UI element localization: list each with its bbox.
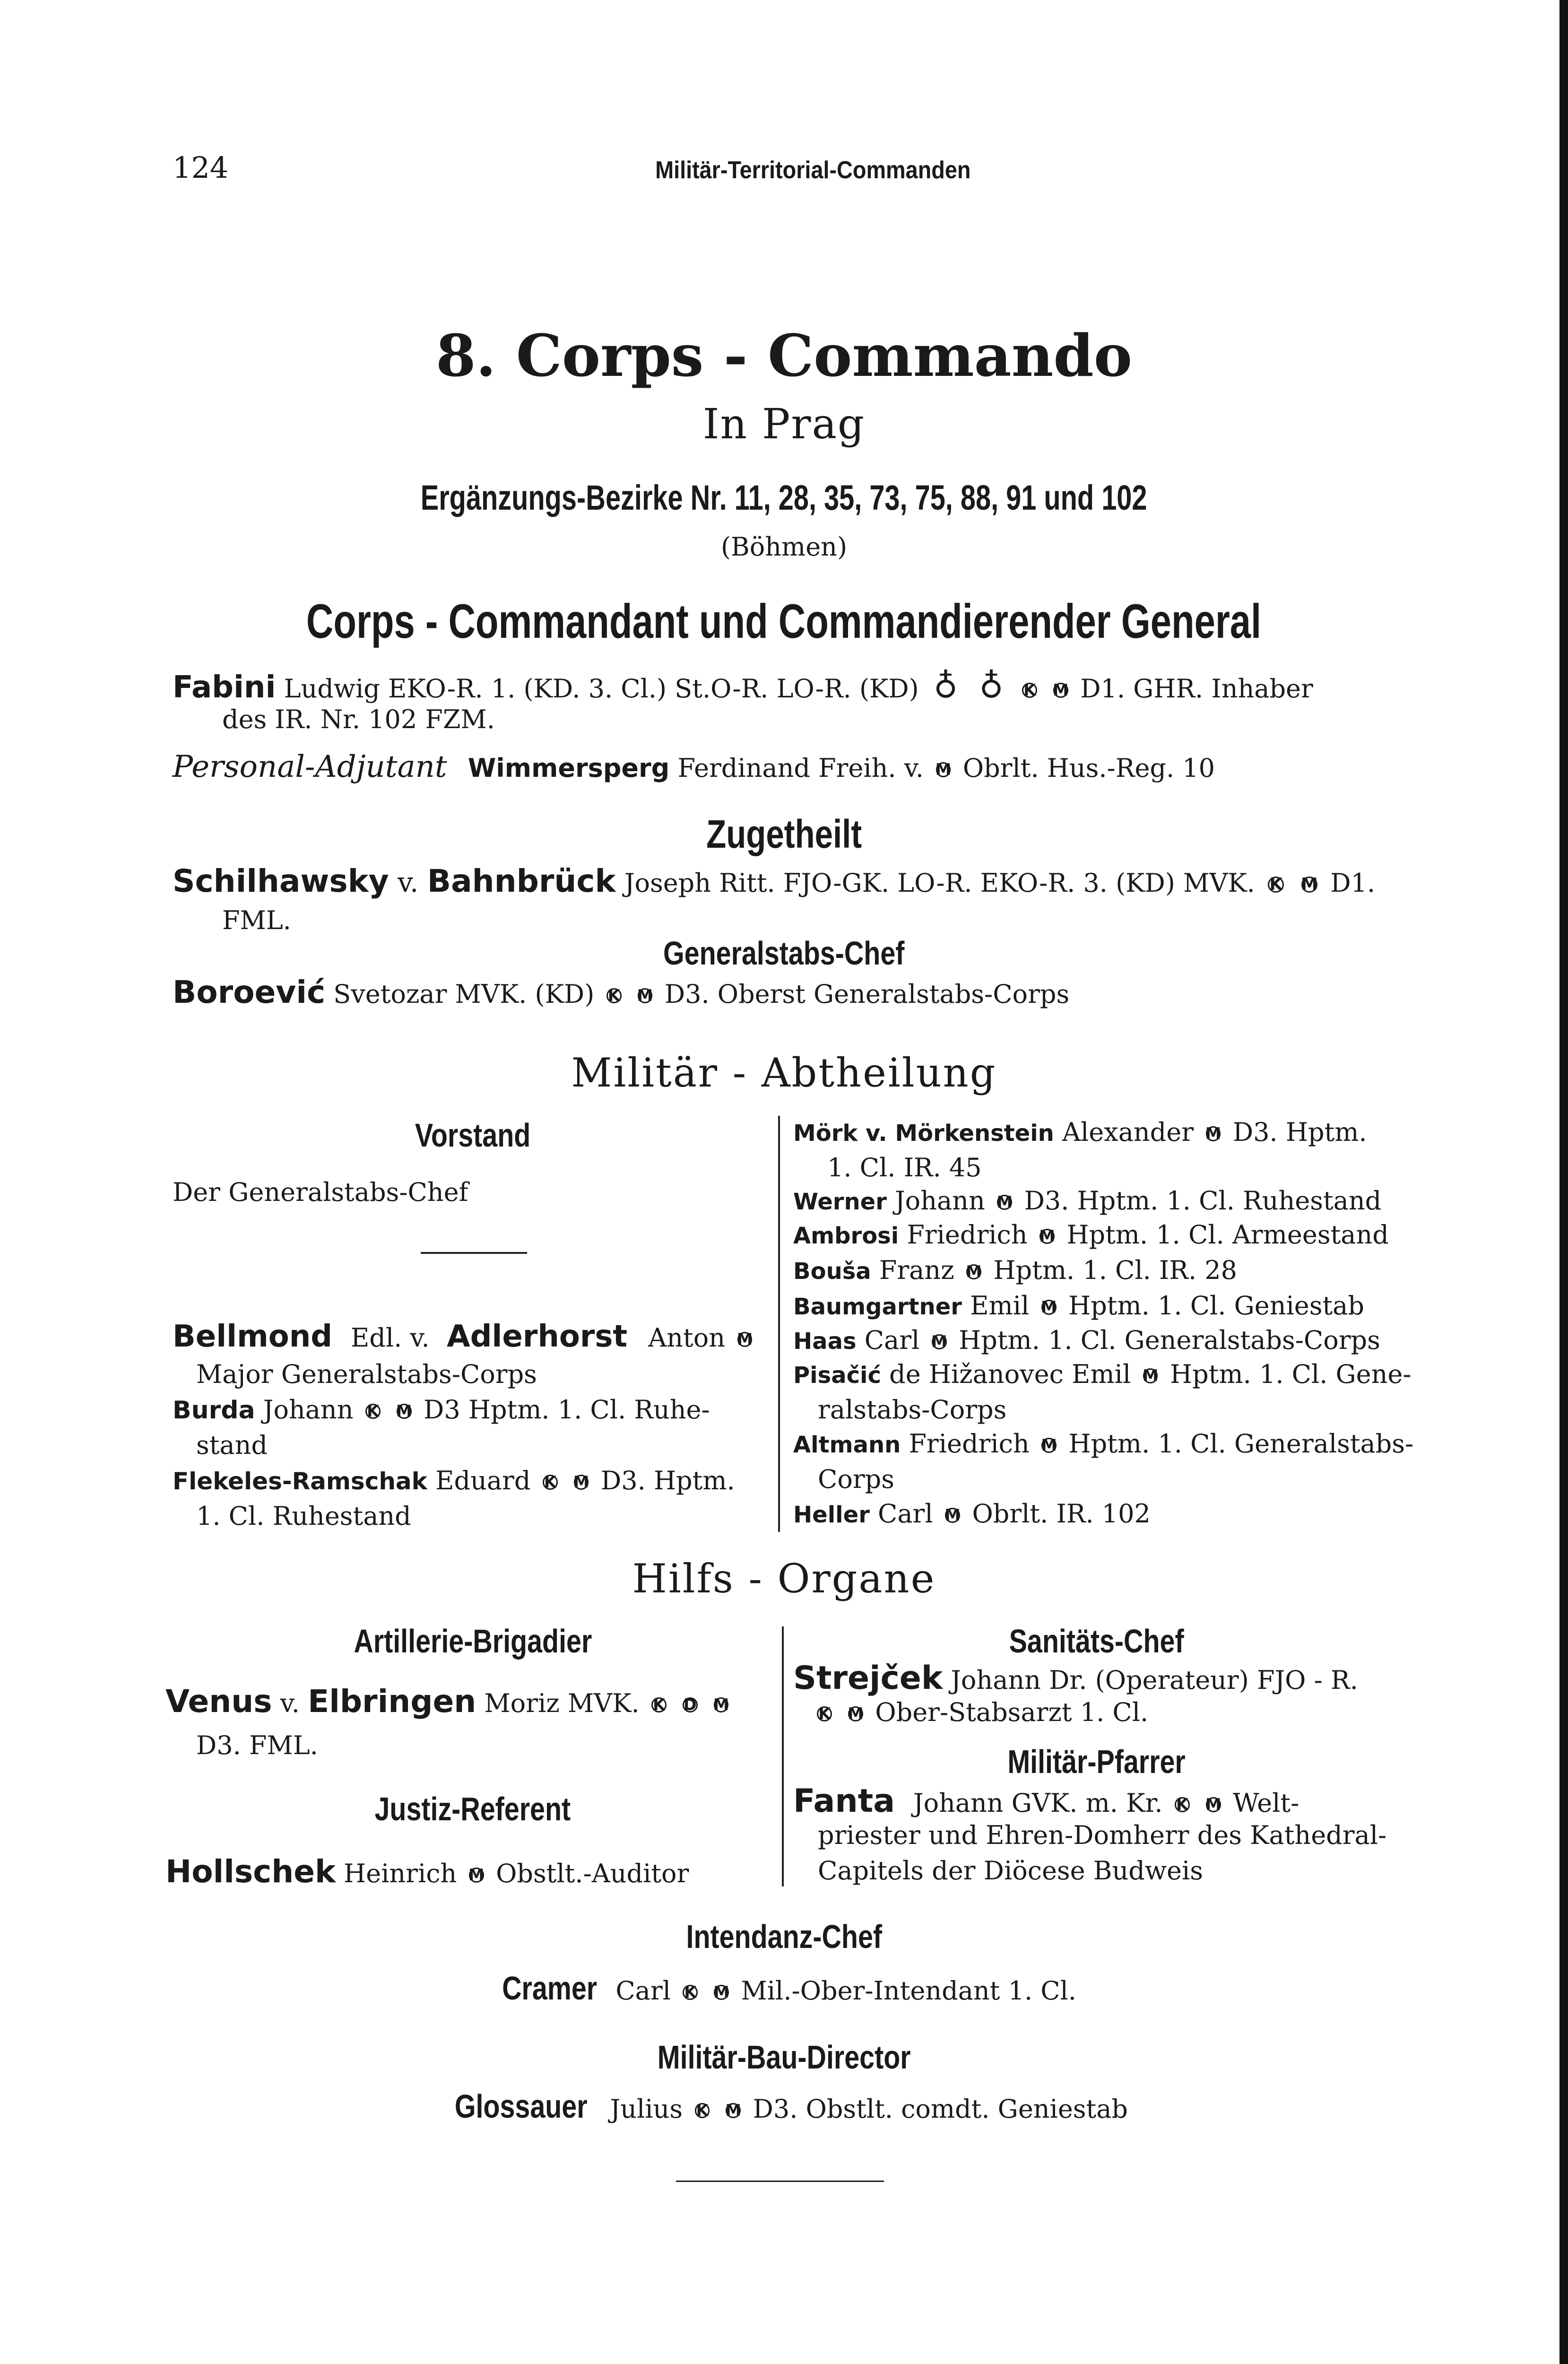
person-name: Bellmond	[173, 1319, 333, 1354]
person-name: Heller	[793, 1502, 870, 1528]
column-divider	[778, 1116, 780, 1532]
k-badge-icon: K	[1268, 877, 1284, 893]
m-badge-icon: M	[1041, 1297, 1057, 1316]
m-badge-icon: M	[848, 1704, 864, 1723]
staff-entry: Burda Johann K M D3 Hptm. 1. Cl. Ruhe-	[173, 1395, 710, 1425]
m-badge-icon: M	[1039, 1226, 1055, 1245]
m-badge-icon: M	[1205, 1795, 1221, 1814]
commander-heading: Corps - Commandant und Commandierender General	[306, 594, 1262, 648]
k-badge-icon: K	[606, 988, 622, 1003]
staff-entry: Ambrosi Friedrich M Hptm. 1. Cl. Armeestand	[793, 1220, 1389, 1250]
region-label: (Böhmen)	[720, 532, 848, 562]
districts-line: Ergänzungs-Bezirke Nr. 11, 28, 35, 73, 75, 88, 91 und 102	[421, 478, 1147, 517]
person-name: Glossauer	[454, 2088, 588, 2125]
k-badge-icon: K	[695, 2103, 710, 2118]
staff-entry: Heller Carl M Obrlt. IR. 102	[793, 1499, 1151, 1529]
artillery-heading: Artillerie-Brigadier	[354, 1623, 592, 1660]
m-badge-icon: M	[637, 986, 653, 1005]
commander-line2: des IR. Nr. 102 FZM.	[222, 704, 495, 734]
m-badge-icon: M	[713, 1695, 729, 1714]
person-name: Venus	[165, 1683, 272, 1720]
sanitary-heading: Sanitäts-Chef	[1009, 1623, 1184, 1660]
artillery-entry: Venus v. Elbringen Moriz MVK. K D M	[165, 1683, 729, 1720]
person-name: Strejček	[793, 1660, 943, 1697]
chief-of-staff-entry: Boroević Svetozar MVK. (KD) K M D3. Oberst Generalstabs-Corps	[173, 974, 1070, 1010]
m-badge-icon: M	[944, 1505, 961, 1524]
person-name: Altmann	[793, 1432, 901, 1458]
m-badge-icon: M	[935, 760, 952, 779]
person-name: Baumgartner	[793, 1294, 962, 1320]
staff-entry-line2: stand	[196, 1430, 268, 1460]
chaplain-entry-line3: Capitels der Diöcese Budweis	[818, 1856, 1203, 1886]
staff-entry: Mörk v. Mörkenstein Alexander M D3. Hptm.	[793, 1117, 1367, 1147]
chaplain-heading: Militär-Pfarrer	[1007, 1743, 1186, 1780]
justice-heading: Justiz-Referent	[374, 1790, 571, 1827]
short-divider	[421, 1252, 527, 1254]
page-number: 124	[173, 150, 229, 185]
build-director-heading: Militär-Bau-Director	[657, 2039, 911, 2076]
running-title: Militär-Territorial-Commanden	[655, 156, 971, 184]
k-badge-icon: K	[1022, 683, 1037, 698]
person-name: Hollschek	[165, 1853, 336, 1890]
m-badge-icon: M	[931, 1332, 947, 1351]
staff-entry-line2: 1. Cl. Ruhestand	[196, 1501, 411, 1531]
m-badge-icon: M	[1041, 1435, 1057, 1454]
intendance-entry: Cramer Carl K M Mil.-Ober-Intendant 1. Cl.	[502, 1970, 1076, 2007]
intendance-heading: Intendanz-Chef	[686, 1918, 882, 1955]
staff-entry: Haas Carl M Hptm. 1. Cl. Generalstabs-Corps	[793, 1325, 1380, 1355]
m-badge-icon: M	[966, 1262, 982, 1281]
build-director-entry: Glossauer Julius K M D3. Obstlt. comdt. Geniestab	[454, 2088, 1128, 2125]
staff-entry-line2: Major Generalstabs-Corps	[196, 1359, 537, 1389]
staff-entry-line2: Corps	[818, 1464, 894, 1494]
location-subtitle: In Prag	[702, 400, 866, 448]
end-divider	[676, 2181, 884, 2182]
k-badge-icon: K	[683, 1985, 698, 2000]
staff-entry-line2: ralstabs-Corps	[818, 1395, 1007, 1425]
k-badge-icon: K	[543, 1475, 558, 1490]
staff-entry: Bouša Franz M Hptm. 1. Cl. IR. 28	[793, 1255, 1237, 1285]
staff-entry: Pisačić de Hižanovec Emil M Hptm. 1. Cl. Gene-	[793, 1359, 1412, 1389]
page-title: 8. Corps - Commando	[435, 322, 1133, 390]
d-badge-icon: D	[683, 1695, 697, 1714]
aux-heading: Hilfs - Organe	[632, 1556, 936, 1602]
military-dept-heading: Militär - Abtheilung	[571, 1050, 997, 1096]
person-name: Fabini	[173, 670, 276, 705]
adjutant-entry: Personal-Adjutant Wimmersperg Ferdinand Freih. v. M Obrlt. Hus.-Reg. 10	[173, 749, 1215, 784]
medal-icon: ♁	[979, 667, 1004, 705]
m-badge-icon: M	[573, 1472, 589, 1491]
person-name: Mörk v. Mörkenstein	[793, 1120, 1054, 1147]
commander-entry: Fabini Ludwig EKO-R. 1. (KD. 3. Cl.) St.O-R. LO-R. (KD) ♁ ♁ K M D1. GHR. Inhaber	[173, 667, 1313, 705]
m-badge-icon: M	[1205, 1124, 1221, 1143]
staff-entry: Werner Johann M D3. Hptm. 1. Cl. Ruhestand	[793, 1186, 1382, 1216]
person-name: Burda	[173, 1396, 255, 1425]
staff-entry: Flekeles-Ramschak Eduard K M D3. Hptm.	[173, 1466, 735, 1495]
k-badge-icon: K	[1175, 1797, 1190, 1812]
k-badge-icon: K	[817, 1706, 832, 1721]
person-name: Pisačić	[793, 1362, 881, 1389]
k-badge-icon: K	[365, 1404, 381, 1419]
m-badge-icon: M	[713, 1982, 729, 2001]
person-name: Bouša	[793, 1258, 871, 1285]
staff-entry: Altmann Friedrich M Hptm. 1. Cl. Generalstabs-	[793, 1429, 1414, 1459]
m-badge-icon: M	[396, 1401, 412, 1420]
person-name: Ambrosi	[793, 1223, 899, 1249]
k-badge-icon: K	[651, 1697, 667, 1712]
m-badge-icon: M	[1053, 680, 1069, 699]
m-badge-icon: M	[996, 1192, 1013, 1211]
m-badge-icon: M	[725, 2101, 741, 2120]
column-divider	[782, 1626, 784, 1886]
order-cross-icon: ♁	[933, 667, 958, 705]
person-name: Haas	[793, 1328, 857, 1355]
chaplain-entry-line2: priester und Ehren-Domherr des Kathedral-	[818, 1820, 1387, 1850]
person-name: Boroević	[173, 974, 326, 1010]
assigned-line2: FML.	[222, 905, 291, 935]
person-name: Flekeles-Ramschak	[173, 1468, 427, 1495]
person-name: Werner	[793, 1189, 887, 1215]
vorstand-heading: Vorstand	[415, 1117, 531, 1154]
person-name: Schilhawsky	[173, 863, 389, 899]
artillery-entry-line2: D3. FML.	[196, 1730, 318, 1760]
sanitary-entry: Strejček Johann Dr. (Operateur) FJO - R.	[793, 1660, 1358, 1697]
chaplain-entry: Fanta Johann GVK. m. Kr. K M Welt-	[793, 1782, 1299, 1820]
assigned-entry: Schilhawsky v. Bahnbrück Joseph Ritt. FJO-GK. LO-R. EKO-R. 3. (KD) MVK. K M D1.	[173, 863, 1376, 899]
sanitary-entry-line2: K M Ober-Stabsarzt 1. Cl.	[813, 1697, 1148, 1727]
m-badge-icon: M	[736, 1330, 753, 1348]
m-badge-icon: M	[1301, 874, 1318, 894]
justice-entry: Hollschek Heinrich M Obstlt.-Auditor	[165, 1853, 689, 1890]
person-name: Cramer	[502, 1970, 598, 2007]
m-badge-icon: M	[1142, 1366, 1159, 1385]
person-name: Wimmersperg	[468, 753, 670, 783]
chief-of-staff-heading: Generalstabs-Chef	[663, 935, 905, 972]
m-badge-icon: M	[468, 1865, 485, 1884]
staff-entry: Baumgartner Emil M Hptm. 1. Cl. Geniestab	[793, 1291, 1364, 1321]
staff-entry: Bellmond Edl. v. Adlerhorst Anton M	[173, 1319, 753, 1354]
staff-entry-line2: 1. Cl. IR. 45	[827, 1153, 982, 1182]
assigned-heading: Zugetheilt	[706, 812, 862, 856]
person-name: Fanta	[793, 1782, 895, 1820]
vorstand-entry: Der Generalstabs-Chef	[173, 1177, 468, 1207]
